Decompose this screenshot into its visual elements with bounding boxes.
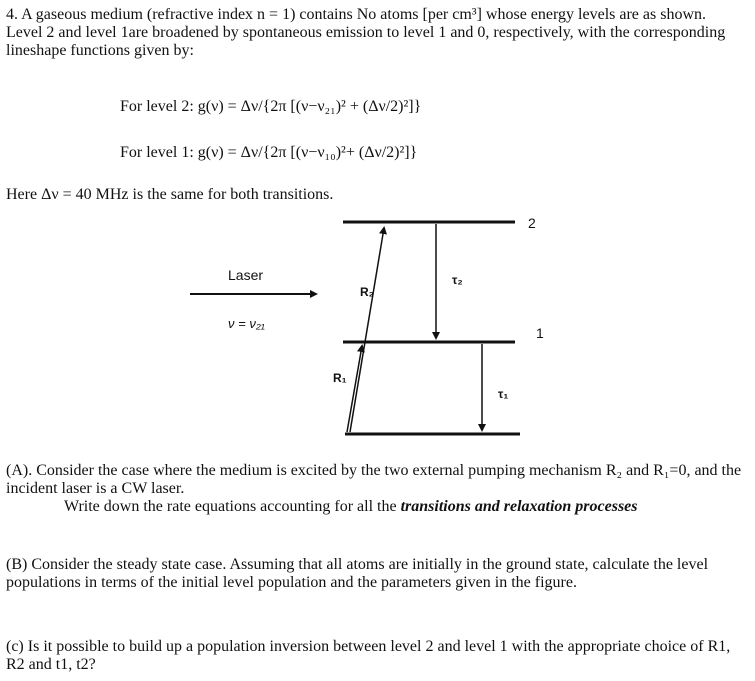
question-a-text: (A). Consider the case where the medium is excited by the two external pumping mechanism R₂ and R₁=0, and the incident laser is a CW laser. — [6, 462, 742, 497]
question-b: (B) Consider the steady state case. Assuming that all atoms are initially in the ground state, calculate the level populations in terms of the initial level population and the parameters given in the figure. — [6, 556, 709, 591]
linewidth-note: Here Δν = 40 MHz is the same for both transitions. — [6, 186, 334, 203]
question-c: (c) Is it possible to build up a population inversion between level 2 and level 1 with the appropriate choice of R1, R2 and t1, t2? — [6, 638, 731, 673]
lineshape-equation-level-1: For level 1: g(ν) = Δν/{2π [(ν−ν₁₀)²+ (Δν/2)²]} — [120, 144, 418, 161]
question-a — [6, 462, 746, 516]
level-2-label: 2 — [528, 215, 536, 231]
energy-level-diagram — [0, 200, 755, 450]
pump-r1-label: R₁ — [333, 371, 347, 385]
decay-tau1-label: τ₁ — [498, 387, 509, 401]
question-a-instruction — [6, 498, 746, 516]
laser-frequency-label: ν = ν₂₁ — [228, 316, 265, 331]
laser-label: Laser — [228, 267, 264, 283]
lineshape-equation-level-2: For level 2: g(ν) = Δν/{2π [(ν−ν₂₁)² + (Δν/2)²]} — [120, 98, 422, 115]
problem-intro: 4. A gaseous medium (refractive index n = 1) contains No atoms [per cm³] whose energy levels are as shown. Level 2 and level 1are broadened by spontaneous emission to level 1 and 0, respectively, with the corresponding lineshape functions given by: — [6, 6, 726, 59]
question-a-instruction-prefix: Write down the rate equations accounting for all the — [64, 498, 397, 515]
level-1-label: 1 — [536, 325, 544, 341]
pump-r2-arrow — [350, 228, 384, 432]
pump-r1-arrow — [347, 346, 362, 432]
question-a-emphasis: transitions and relaxation processes — [400, 498, 638, 515]
pump-r2-label: R₂ — [360, 285, 374, 299]
decay-tau2-label: τ₂ — [452, 273, 463, 287]
